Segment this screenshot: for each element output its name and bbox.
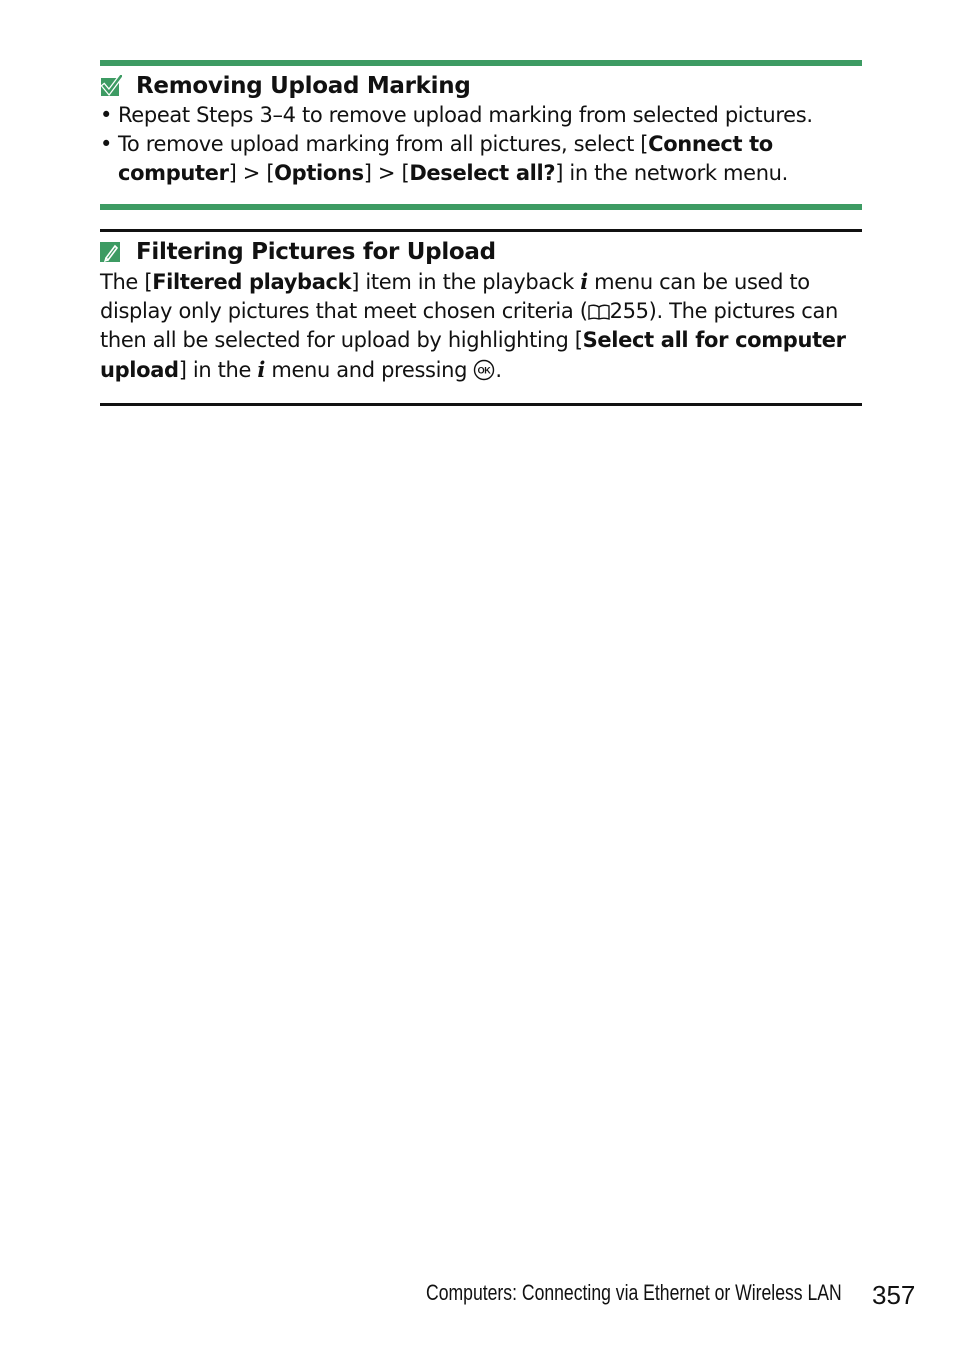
removing-heading xyxy=(100,71,862,101)
removing-title: Removing Upload Marking xyxy=(136,73,471,99)
menu-item-connect-to-computer: Connect to computer xyxy=(118,132,773,185)
book-icon xyxy=(588,304,610,320)
menu-item-deselect-all: Deselect all? xyxy=(409,161,556,185)
section-divider xyxy=(100,403,862,406)
section-divider xyxy=(100,204,862,210)
text-part: menu can be used to display only pictures that meet chosen criteria ( xyxy=(100,270,810,323)
removing-bullet-list xyxy=(100,101,862,188)
pencil-note-icon xyxy=(100,241,122,263)
filtering-title: Filtering Pictures for Upload xyxy=(136,239,496,265)
i-menu-symbol: i xyxy=(580,269,588,294)
i-menu-symbol: i xyxy=(257,357,266,382)
menu-item-filtered-playback: Filtered playback xyxy=(152,270,352,294)
bullet-text-part: ] > [ xyxy=(228,161,275,185)
menu-item-options: Options xyxy=(274,161,364,185)
filtering-heading xyxy=(100,237,862,267)
svg-text:OK: OK xyxy=(477,365,491,376)
bullet-dot: • xyxy=(100,132,113,156)
bullet-text-part: ] > [ xyxy=(363,161,410,185)
chapter-footer: Computers: Connecting via Ethernet or Wireless LAN xyxy=(426,1280,842,1305)
page-number: 357 xyxy=(872,1280,916,1310)
checkmark-box-icon xyxy=(100,75,122,97)
filtering-pictures-section xyxy=(100,229,862,406)
text-part: ] item in the playback xyxy=(351,270,581,294)
bullet-dot: • xyxy=(100,103,113,127)
menu-item-select-all-for-computer-upload: Select all for computer upload xyxy=(100,328,846,382)
bullet-text-part: ] in the network menu. xyxy=(555,161,788,185)
list-item xyxy=(100,101,862,130)
text-part: menu and pressing xyxy=(265,358,474,382)
text-part: The [ xyxy=(100,270,153,294)
removing-upload-marking-section xyxy=(100,60,862,210)
text-part: ). The pictures can then all be selected for upload by highlighting [ xyxy=(100,299,838,352)
filtering-paragraph xyxy=(100,267,862,385)
ok-button-icon xyxy=(473,359,495,381)
list-item xyxy=(100,130,862,188)
bullet-text-part: To remove upload marking from all pictures, select [ xyxy=(118,132,649,156)
bullet-text: Repeat Steps 3–4 to remove upload marking from selected pictures. xyxy=(118,103,813,127)
text-part: . xyxy=(495,358,502,382)
text-part: ] in the xyxy=(178,358,258,382)
page-reference[interactable]: 255 xyxy=(609,299,649,323)
